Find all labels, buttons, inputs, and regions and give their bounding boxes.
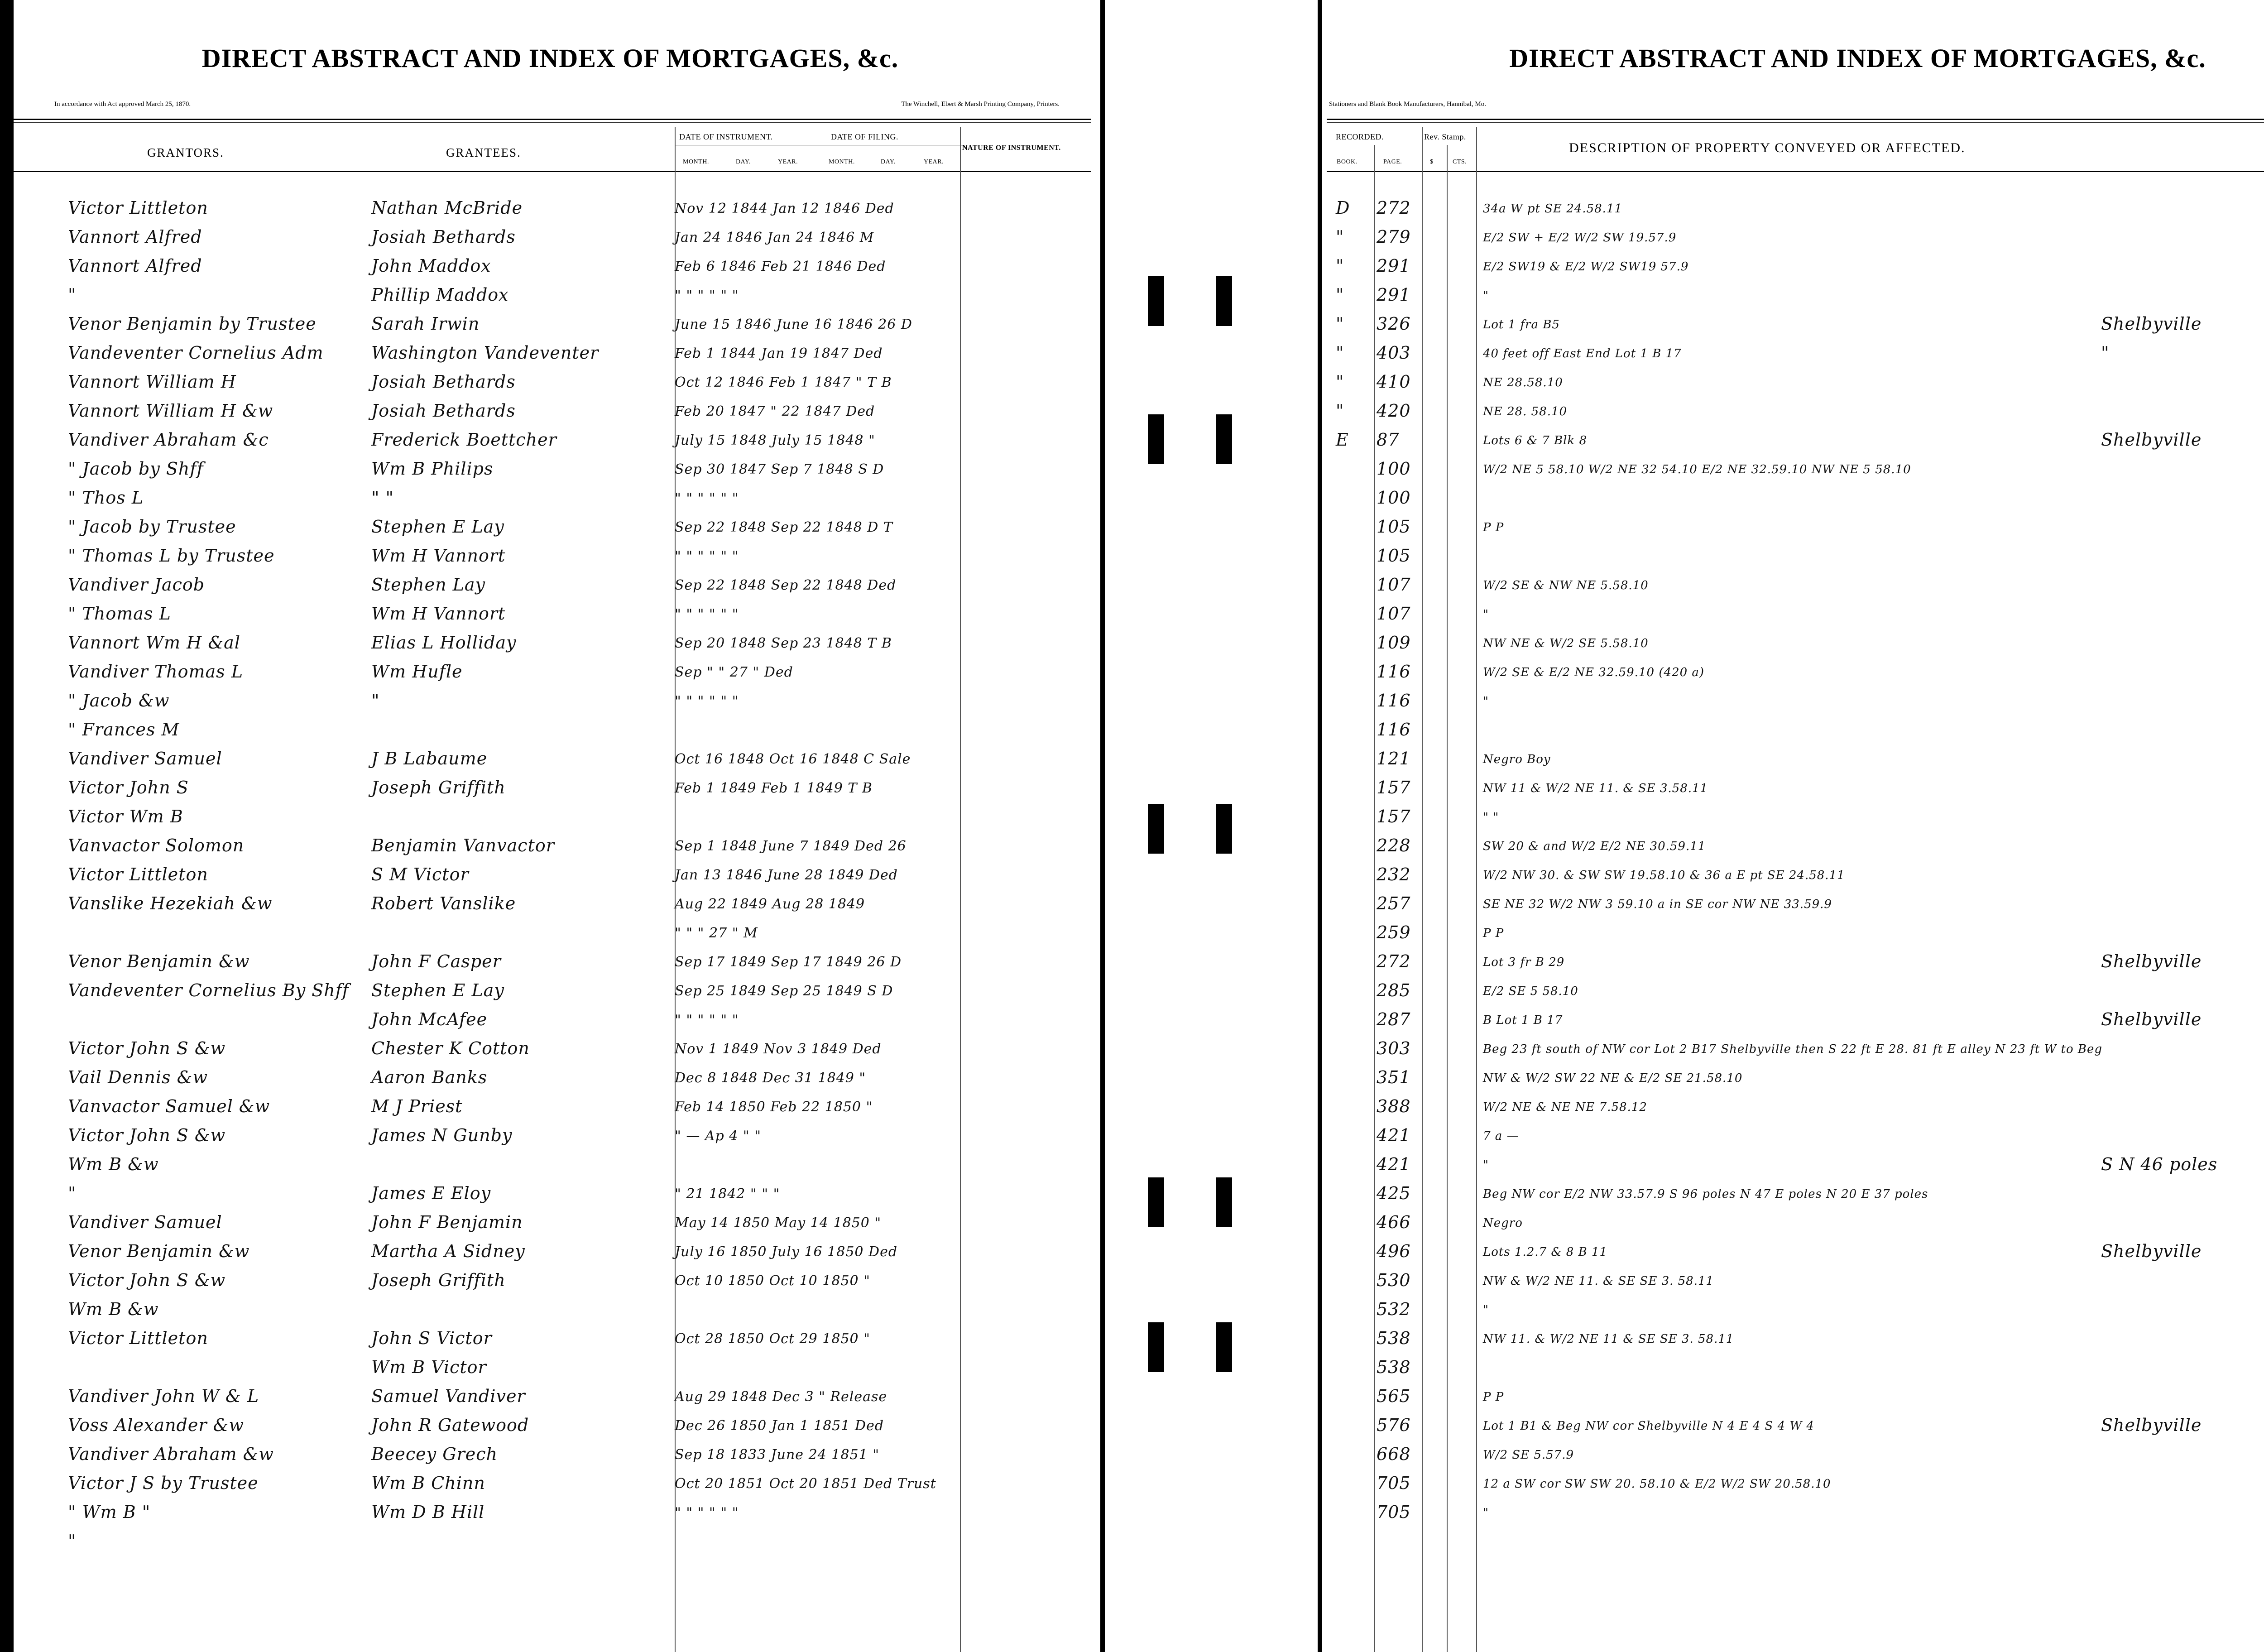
grantor-cell: Vail Dennis &w	[68, 1067, 208, 1087]
grantee-cell: Stephen E Lay	[371, 517, 504, 537]
day-header: DAY.	[736, 158, 751, 165]
description-cell: 40 feet off East End Lot 1 B 17	[1483, 347, 1682, 360]
grantor-cell: Victor John S &w	[68, 1270, 226, 1290]
description-cell: "	[1483, 695, 1489, 708]
page-cell: 425	[1377, 1183, 1411, 1203]
description-cell: "	[1483, 608, 1489, 621]
description-cell: NE 28.58.10	[1483, 376, 1563, 389]
grantee-cell: John Maddox	[371, 256, 491, 276]
grantor-cell: "	[68, 1183, 77, 1203]
grantee-cell: Robert Vanslike	[371, 893, 516, 913]
book-cell: "	[1336, 227, 1344, 247]
date-cell: Sep 30 1847 Sep 7 1848 S D	[675, 461, 884, 477]
page-cell: 285	[1377, 980, 1411, 1000]
book-header: BOOK.	[1337, 158, 1357, 165]
binding-hole	[1148, 276, 1164, 326]
description-cell: "	[1483, 1303, 1489, 1317]
grantee-cell: " "	[371, 488, 394, 508]
grantor-cell: Vandiver Samuel	[68, 1212, 222, 1232]
grantor-cell: " Frances M	[68, 720, 180, 740]
grantor-cell: Vannort William H	[68, 372, 236, 392]
page-cell: 496	[1377, 1241, 1411, 1261]
grantee-cell: Elias L Holliday	[371, 633, 517, 653]
description-cell: Lots 1.2.7 & 8 B 11	[1483, 1245, 1608, 1259]
grantee-cell: John S Victor	[371, 1328, 492, 1348]
date-cell: " " " " " "	[675, 693, 739, 709]
grantor-cell: Vandeventer Cornelius By Shff	[68, 980, 349, 1000]
date-cell: Sep 1 1848 June 7 1849 Ded 26	[675, 838, 907, 854]
description-cell: Beg NW cor E/2 NW 33.57.9 S 96 poles N 47 E poles N 20 E 37 poles	[1483, 1187, 1928, 1201]
grantor-cell: Venor Benjamin &w	[68, 951, 250, 971]
description-cell: 34a W pt SE 24.58.11	[1483, 202, 1623, 216]
grantor-cell: "	[68, 1531, 77, 1551]
date-cell: Feb 1 1849 Feb 1 1849 T B	[675, 780, 873, 796]
grantor-cell: Victor Littleton	[68, 864, 208, 884]
date-cell: Dec 8 1848 Dec 31 1849 "	[675, 1070, 866, 1086]
grantee-cell: Aaron Banks	[371, 1067, 488, 1087]
place-cell: Shelbyville	[2101, 1241, 2202, 1261]
description-cell: Lot 3 fr B 29	[1483, 956, 1565, 969]
page-cell: 109	[1377, 633, 1411, 653]
page-cell: 291	[1377, 256, 1411, 276]
printer-note: The Winchell, Ebert & Marsh Printing Company, Printers.	[901, 101, 1060, 108]
grantee-cell: Samuel Vandiver	[371, 1386, 526, 1406]
grantor-cell: Vannort Alfred	[68, 227, 202, 247]
left-ledger-page	[0, 0, 1100, 1652]
description-cell: 12 a SW cor SW SW 20. 58.10 & E/2 W/2 SW 20.58.10	[1483, 1477, 1831, 1491]
grantee-cell: John R Gatewood	[371, 1415, 529, 1435]
grantor-cell: Venor Benjamin &w	[68, 1241, 250, 1261]
grantor-cell: Vandiver Jacob	[68, 575, 205, 595]
page-cell: 421	[1377, 1154, 1411, 1174]
page-cell: 116	[1377, 720, 1411, 740]
grantee-cell: Joseph Griffith	[371, 1270, 506, 1290]
page-cell: 420	[1377, 401, 1411, 421]
description-cell: NW & W/2 NE 11. & SE SE 3. 58.11	[1483, 1274, 1714, 1288]
page-cell: 388	[1377, 1096, 1411, 1116]
grantee-cell: Martha A Sidney	[371, 1241, 525, 1261]
date-cell: " " " " " "	[675, 606, 739, 622]
date-cell: Oct 20 1851 Oct 20 1851 Ded Trust	[675, 1476, 936, 1492]
description-cell: NE 28. 58.10	[1483, 405, 1568, 418]
grantee-cell: Josiah Bethards	[371, 372, 516, 392]
description-cell: W/2 SE & E/2 NE 32.59.10 (420 a)	[1483, 666, 1705, 679]
description-cell: P P	[1483, 927, 1504, 940]
page-cell: 538	[1377, 1328, 1411, 1348]
binding-hole	[1148, 1177, 1164, 1227]
grantor-cell: " Jacob by Trustee	[68, 517, 236, 537]
page-cell: 576	[1377, 1415, 1411, 1435]
description-cell: "	[1483, 1158, 1489, 1172]
header-rule	[9, 119, 1091, 120]
page-cell: 272	[1377, 198, 1411, 218]
recorded-header: RECORDED.	[1336, 132, 1384, 141]
grantor-cell: Victor J S by Trustee	[68, 1473, 259, 1493]
description-cell: E/2 SW19 & E/2 W/2 SW19 57.9	[1483, 260, 1689, 274]
binding-strip	[1105, 0, 1318, 1652]
place-cell: S N 46 poles	[2101, 1154, 2218, 1174]
page-cell: 705	[1377, 1502, 1411, 1522]
grantee-cell: John McAfee	[371, 1009, 488, 1029]
grantee-cell: Joseph Griffith	[371, 778, 506, 797]
rev-stamp-header: Rev. Stamp.	[1424, 132, 1466, 141]
description-cell: " "	[1483, 811, 1499, 824]
description-cell: E/2 SE 5 58.10	[1483, 984, 1578, 998]
book-cell: "	[1336, 343, 1344, 363]
grantee-cell: Wm B Philips	[371, 459, 494, 479]
description-cell: E/2 SW + E/2 W/2 SW 19.57.9	[1483, 231, 1677, 245]
grantee-cell: Frederick Boettcher	[371, 430, 557, 450]
grantor-cell: Victor John S &w	[68, 1038, 226, 1058]
description-cell: "	[1483, 1506, 1489, 1520]
binding-hole	[1216, 276, 1232, 326]
date-cell: Jan 24 1846 Jan 24 1846 M	[675, 230, 874, 245]
page-cell: 228	[1377, 836, 1411, 855]
dollars-header: $	[1430, 158, 1434, 165]
page-cell: 326	[1377, 314, 1411, 334]
date-cell: " " " " " "	[675, 1012, 739, 1028]
grantor-cell: Victor Wm B	[68, 807, 183, 826]
description-cell: W/2 SE & NW NE 5.58.10	[1483, 579, 1649, 592]
grantor-cell: Vanvactor Solomon	[68, 836, 245, 855]
date-instrument-header: DATE OF INSTRUMENT.	[679, 132, 773, 141]
grantor-cell: " Jacob &w	[68, 691, 170, 711]
page-cell: 421	[1377, 1125, 1411, 1145]
date-cell: " " " 27 " M	[675, 925, 758, 941]
description-cell: SW 20 & and W/2 E/2 NE 30.59.11	[1483, 840, 1706, 853]
filing-day-header: DAY.	[881, 158, 896, 165]
filing-month-header: MONTH.	[829, 158, 855, 165]
date-cell: Sep 18 1833 June 24 1851 "	[675, 1447, 879, 1463]
grantee-cell: Wm B Victor	[371, 1357, 487, 1377]
date-cell: Aug 22 1849 Aug 28 1849	[675, 896, 865, 912]
grantee-cell: Stephen Lay	[371, 575, 485, 595]
grantor-cell: Voss Alexander &w	[68, 1415, 244, 1435]
page-cell: 100	[1377, 488, 1411, 508]
right-ledger-page	[1322, 0, 2264, 1652]
grantee-cell: Wm B Chinn	[371, 1473, 485, 1493]
page-cell: 157	[1377, 778, 1411, 797]
grantee-cell: John F Casper	[371, 951, 501, 971]
grantee-cell: John F Benjamin	[371, 1212, 523, 1232]
page-cell: 105	[1377, 517, 1411, 537]
page-cell: 303	[1377, 1038, 1411, 1058]
page-cell: 532	[1377, 1299, 1411, 1319]
grantor-cell: Wm B &w	[68, 1154, 159, 1174]
page-cell: 87	[1377, 430, 1400, 450]
grantee-cell: Nathan McBride	[371, 198, 523, 218]
description-cell: B Lot 1 B 17	[1483, 1013, 1563, 1027]
grantee-cell: Phillip Maddox	[371, 285, 509, 305]
scan-edge	[0, 0, 14, 1652]
grantor-cell: Vandiver Abraham &w	[68, 1444, 274, 1464]
book-cell: "	[1336, 372, 1344, 392]
date-cell: Sep 22 1848 Sep 22 1848 Ded	[675, 577, 897, 593]
grantee-cell: Washington Vandeventer	[371, 343, 599, 363]
book-cell: "	[1336, 401, 1344, 421]
grantees-header: GRANTEES.	[446, 146, 521, 159]
grantee-cell: "	[371, 691, 380, 711]
grantor-cell: Wm B &w	[68, 1299, 159, 1319]
grantor-cell: " Wm B "	[68, 1502, 151, 1522]
page-cell: 565	[1377, 1386, 1411, 1406]
binding-hole	[1148, 804, 1164, 854]
place-cell: Shelbyville	[2101, 951, 2202, 971]
date-cell: " 21 1842 " " "	[675, 1186, 780, 1202]
date-cell: July 15 1848 July 15 1848 "	[675, 432, 875, 448]
page-cell: 232	[1377, 864, 1411, 884]
grantee-cell: Josiah Bethards	[371, 227, 516, 247]
date-cell: Feb 6 1846 Feb 21 1846 Ded	[675, 259, 886, 274]
date-cell: " " " " " "	[675, 548, 739, 564]
page-cell: 272	[1377, 951, 1411, 971]
grantor-cell: Vandiver John W & L	[68, 1386, 259, 1406]
grantor-cell: Vandiver Samuel	[68, 749, 222, 768]
description-cell: Lot 1 fra B5	[1483, 318, 1560, 331]
date-filing-header: DATE OF FILING.	[831, 132, 898, 141]
description-cell: SE NE 32 W/2 NW 3 59.10 a in SE cor NW NE 33.59.9	[1483, 898, 1832, 911]
page-cell: 351	[1377, 1067, 1411, 1087]
binding-hole	[1216, 414, 1232, 464]
place-cell: Shelbyville	[2101, 1009, 2202, 1029]
page-cell: 116	[1377, 691, 1411, 711]
page-cell: 259	[1377, 922, 1411, 942]
description-cell: 7 a —	[1483, 1129, 1519, 1143]
binding-hole	[1148, 1322, 1164, 1372]
date-cell: Jan 13 1846 June 28 1849 Ded	[675, 867, 898, 883]
page-cell: 107	[1377, 604, 1411, 624]
grantor-cell: Victor Littleton	[68, 1328, 208, 1348]
date-cell: " " " " " "	[675, 288, 739, 303]
description-cell: Lot 1 B1 & Beg NW cor Shelbyville N 4 E 4 S 4 W 4	[1483, 1419, 1814, 1433]
page-cell: 403	[1377, 343, 1411, 363]
grantee-cell: Chester K Cotton	[371, 1038, 530, 1058]
book-cell: "	[1336, 314, 1344, 334]
date-cell: Oct 10 1850 Oct 10 1850 "	[675, 1273, 870, 1289]
date-cell: Sep " " 27 " Ded	[675, 664, 793, 680]
date-cell: Feb 14 1850 Feb 22 1850 "	[675, 1099, 873, 1115]
grantee-cell: Wm H Vannort	[371, 546, 506, 566]
grantee-cell: James N Gunby	[371, 1125, 513, 1145]
grantor-cell: Victor John S &w	[68, 1125, 226, 1145]
page-cell: 279	[1377, 227, 1411, 247]
date-cell: Nov 1 1849 Nov 3 1849 Ded	[675, 1041, 882, 1057]
grantor-cell: Vannort Alfred	[68, 256, 202, 276]
grantee-cell: Sarah Irwin	[371, 314, 480, 334]
description-cell: W/2 NE 5 58.10 W/2 NE 32 54.10 E/2 NE 32.59.10 NW NE 5 58.10	[1483, 463, 1911, 476]
grantee-cell: Josiah Bethards	[371, 401, 516, 421]
description-header: DESCRIPTION OF PROPERTY CONVEYED OR AFFECTED.	[1569, 140, 1966, 155]
place-cell: Shelbyville	[2101, 430, 2202, 450]
right-page-title: DIRECT ABSTRACT AND INDEX OF MORTGAGES, &c.	[1509, 43, 2206, 73]
binding-hole	[1216, 1322, 1232, 1372]
grantee-cell: M J Priest	[371, 1096, 463, 1116]
grantor-cell: " Thomas L	[68, 604, 171, 624]
nature-header: NATURE OF INSTRUMENT.	[962, 144, 1061, 152]
grantor-cell: Vanslike Hezekiah &w	[68, 893, 273, 913]
description-cell: P P	[1483, 521, 1504, 534]
date-cell: Sep 25 1849 Sep 25 1849 S D	[675, 983, 893, 999]
description-cell: NW NE & W/2 SE 5.58.10	[1483, 637, 1649, 650]
page-cell: 538	[1377, 1357, 1411, 1377]
page-cell: 105	[1377, 546, 1411, 566]
grantee-cell: James E Eloy	[371, 1183, 491, 1203]
grantee-cell: Wm H Vannort	[371, 604, 506, 624]
description-cell: Beg 23 ft south of NW cor Lot 2 B17 Shelbyville then S 22 ft E 28. 81 ft E alley N 23 ft W to Beg	[1483, 1042, 2103, 1056]
date-cell: Feb 20 1847 " 22 1847 Ded	[675, 403, 875, 419]
page-cell: 291	[1377, 285, 1411, 305]
date-cell: " — Ap 4 " "	[675, 1128, 762, 1144]
grantee-cell: S M Victor	[371, 864, 469, 884]
date-cell: Oct 12 1846 Feb 1 1847 " T B	[675, 375, 892, 390]
page-cell: 530	[1377, 1270, 1411, 1290]
page-cell: 410	[1377, 372, 1411, 392]
description-cell: NW 11 & W/2 NE 11. & SE 3.58.11	[1483, 782, 1708, 795]
grantee-cell: Benjamin Vanvactor	[371, 836, 555, 855]
grantor-cell: Victor John S	[68, 778, 189, 797]
description-cell: W/2 NW 30. & SW SW 19.58.10 & 36 a E pt SE 24.58.11	[1483, 869, 1845, 882]
grantor-cell: Vanvactor Samuel &w	[68, 1096, 270, 1116]
grantors-header: GRANTORS.	[147, 146, 224, 159]
grantee-cell: J B Labaume	[371, 749, 488, 768]
place-cell: Shelbyville	[2101, 314, 2202, 334]
page-cell: 107	[1377, 575, 1411, 595]
maker-note: Stationers and Blank Book Manufacturers, Hannibal, Mo.	[1329, 101, 1487, 108]
date-cell: Dec 26 1850 Jan 1 1851 Ded	[675, 1418, 884, 1434]
grantor-cell: " Thomas L by Trustee	[68, 546, 275, 566]
binding-hole	[1148, 414, 1164, 464]
date-cell: Sep 17 1849 Sep 17 1849 26 D	[675, 954, 902, 970]
book-cell: "	[1336, 285, 1344, 305]
date-cell: " " " " " "	[675, 1505, 739, 1521]
binding-hole	[1216, 804, 1232, 854]
description-cell: W/2 SE 5.57.9	[1483, 1448, 1574, 1462]
grantor-cell: "	[68, 285, 77, 305]
description-cell: Negro	[1483, 1216, 1523, 1230]
grantee-cell: Wm Hufle	[371, 662, 463, 682]
place-cell: Shelbyville	[2101, 1415, 2202, 1435]
description-cell: W/2 NE & NE NE 7.58.12	[1483, 1100, 1647, 1114]
grantor-cell: Victor Littleton	[68, 198, 208, 218]
left-page-title: DIRECT ABSTRACT AND INDEX OF MORTGAGES, &c.	[201, 43, 899, 73]
date-cell: June 15 1846 June 16 1846 26 D	[675, 317, 912, 332]
act-note: In accordance with Act approved March 25, 1870.	[54, 101, 191, 108]
date-cell: Sep 20 1848 Sep 23 1848 T B	[675, 635, 892, 651]
grantor-cell: Vannort Wm H &al	[68, 633, 240, 653]
date-cell: Oct 28 1850 Oct 29 1850 "	[675, 1331, 870, 1347]
grantor-cell: " Jacob by Shff	[68, 459, 204, 479]
page-header: PAGE.	[1383, 158, 1402, 165]
page-cell: 668	[1377, 1444, 1411, 1464]
page-cell: 287	[1377, 1009, 1411, 1029]
grantee-cell: Wm D B Hill	[371, 1502, 485, 1522]
grantor-cell: Vandeventer Cornelius Adm	[68, 343, 324, 363]
date-cell: Sep 22 1848 Sep 22 1848 D T	[675, 519, 893, 535]
date-cell: Oct 16 1848 Oct 16 1848 C Sale	[675, 751, 911, 767]
date-cell: Nov 12 1844 Jan 12 1846 Ded	[675, 201, 894, 216]
filing-year-header: YEAR.	[924, 158, 944, 165]
description-cell: Negro Boy	[1483, 753, 1551, 766]
description-cell: NW 11. & W/2 NE 11 & SE SE 3. 58.11	[1483, 1332, 1734, 1346]
date-cell: Feb 1 1844 Jan 19 1847 Ded	[675, 346, 883, 361]
grantor-cell: " Thos L	[68, 488, 144, 508]
year-header: YEAR.	[778, 158, 798, 165]
grantor-cell: Vandiver Thomas L	[68, 662, 243, 682]
page-cell: 157	[1377, 807, 1411, 826]
date-cell: July 16 1850 July 16 1850 Ded	[675, 1244, 898, 1260]
page-cell: 466	[1377, 1212, 1411, 1232]
page-cell: 257	[1377, 893, 1411, 913]
page-cell: 100	[1377, 459, 1411, 479]
description-cell: "	[1483, 289, 1489, 303]
description-cell: P P	[1483, 1390, 1504, 1404]
date-cell: " " " " " "	[675, 490, 739, 506]
grantee-cell: Stephen E Lay	[371, 980, 504, 1000]
date-cell: May 14 1850 May 14 1850 "	[675, 1215, 882, 1231]
page-cell: 116	[1377, 662, 1411, 682]
place-cell: "	[2101, 343, 2110, 363]
page-cell: 705	[1377, 1473, 1411, 1493]
grantor-cell: Vandiver Abraham &c	[68, 430, 269, 450]
date-cell: Aug 29 1848 Dec 3 " Release	[675, 1389, 887, 1405]
book-cell: "	[1336, 256, 1344, 276]
grantee-cell: Beecey Grech	[371, 1444, 498, 1464]
page-cell: 121	[1377, 749, 1411, 768]
cents-header: CTS.	[1453, 158, 1467, 165]
description-cell: Lots 6 & 7 Blk 8	[1483, 434, 1587, 447]
binding-hole	[1216, 1177, 1232, 1227]
grantor-cell: Venor Benjamin by Trustee	[68, 314, 317, 334]
month-header: MONTH.	[683, 158, 709, 165]
grantor-cell: Vannort William H &w	[68, 401, 273, 421]
book-cell: D	[1336, 198, 1350, 218]
description-cell: NW & W/2 SW 22 NE & E/2 SE 21.58.10	[1483, 1071, 1743, 1085]
book-cell: E	[1336, 430, 1349, 450]
